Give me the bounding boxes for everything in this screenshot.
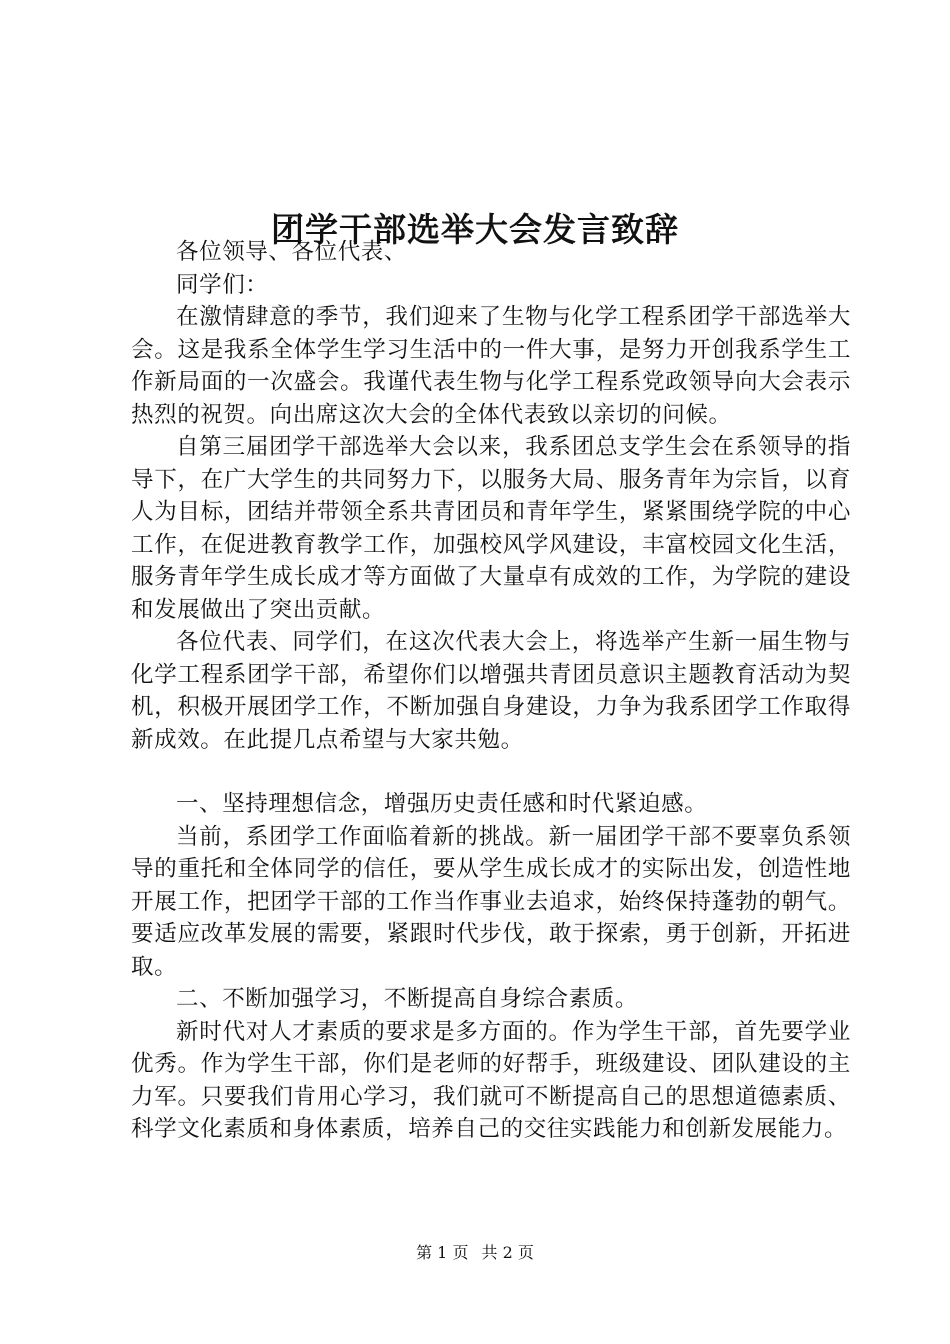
page-footer bbox=[0, 1241, 950, 1265]
salutation-line-2: 同学们： bbox=[176, 271, 269, 298]
document-body bbox=[131, 236, 851, 1146]
paragraph-achievements: 自第三届团学干部选举大会以来，我系团总支学生会在系领导的指导下，在广大学生的共同努力下，以服务大局、服务青年为宗旨，以育人为目标，团结并带领全系共青团员和青年学生，紧紧围绕学院的中心工作，在促进教育教学工作，加强校风学风建设，丰富校园文化生活，服务青年学生成长成才等方面做了大量卓有成效的工作，为学院的建设和发展做出了突出贡献。 bbox=[131, 434, 851, 623]
document-title: 团学干部选举大会发言致辞 bbox=[271, 210, 679, 250]
section-heading-1: 一、坚持理想信念，增强历史责任感和时代紧迫感。 bbox=[176, 791, 708, 817]
paragraph-expectations: 各位代表、同学们，在这次代表大会上，将选举产生新一届生物与化学工程系团学干部，希望你们以增强共青团员意识主题教育活动为契机，积极开展团学工作，不断加强自身建设，力争为我系团学工作取得新成效。在此提几点希望与大家共勉。 bbox=[131, 629, 851, 753]
salutation-line-1: 各位领导、各位代表、 bbox=[176, 239, 408, 265]
section-heading-2: 二、不断加强学习，不断提高自身综合素质。 bbox=[176, 986, 639, 1012]
paragraph-opening: 在激情肆意的季节，我们迎来了生物与化学工程系团学干部选举大会。这是我系全体学生学习生活中的一件大事，是努力开创我系学生工作新局面的一次盛会。我谨代表生物与化学工程系党政领导向大会表示热烈的祝贺。向出席这次大会的全体代表致以亲切的问候。 bbox=[131, 304, 851, 428]
paragraph-section-1: 当前，系团学工作面临着新的挑战。新一届团学干部不要辜负系领导的重托和全体同学的信任，要从学生成长成才的实际出发，创造性地开展工作，把团学干部的工作当作事业去追求，始终保持蓬勃的朝气。要适应改革发展的需要，紧跟时代步伐，敢于探索，勇于创新，开拓进取。 bbox=[131, 823, 851, 980]
page-number: 第 1 页 bbox=[416, 1243, 469, 1262]
page-total: 共 2 页 bbox=[481, 1243, 534, 1262]
paragraph-section-2: 新时代对人才素质的要求是多方面的。作为学生干部，首先要学业优秀。作为学生干部，你们是老师的好帮手，班级建设、团队建设的主力军。只要我们肯用心学习，我们就可不断提高自己的思想道德素质、科学文化素质和身体素质，培养自己的交往实践能力和创新发展能力。 bbox=[131, 1018, 851, 1142]
